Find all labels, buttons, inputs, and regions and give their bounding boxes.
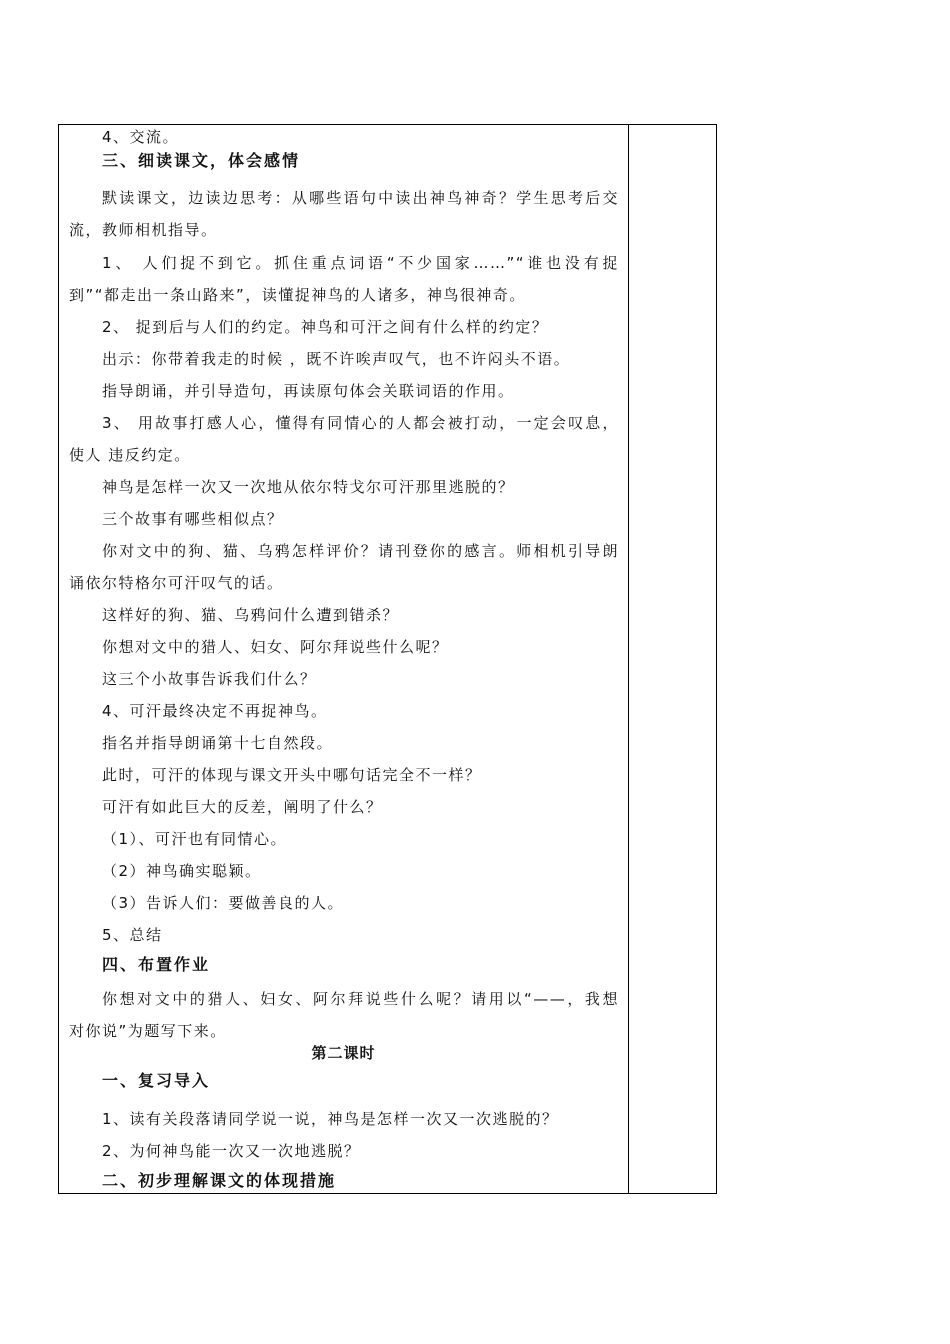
text-line: 可汗有如此巨大的反差，阐明了什么？ bbox=[102, 798, 383, 816]
lesson-plan-table bbox=[58, 124, 717, 1194]
text-line: 你对文中的狗、猫、乌鸦怎样评价？请刊登你的感言。师相机引导朗 bbox=[102, 542, 619, 560]
section-heading: 一、复习导入 bbox=[102, 1071, 211, 1090]
text-line: 5、总结 bbox=[102, 926, 163, 944]
text-line: （3）告诉人们：要做善良的人。 bbox=[102, 894, 345, 912]
text-line: 诵依尔特格尔可汗叹气的话。 bbox=[69, 574, 284, 592]
text-line: （1）、可汗也有同情心。 bbox=[102, 830, 288, 848]
text-line: 指导朗诵，并引导造句，再读原句体会关联词语的作用。 bbox=[102, 382, 515, 400]
text-line: 4、交流。 bbox=[102, 128, 180, 146]
column-divider bbox=[628, 125, 629, 1193]
text-line: 神鸟是怎样一次又一次地从依尔特戈尔可汗那里逃脱的？ bbox=[102, 478, 515, 496]
text-line: 这三个小故事告诉我们什么？ bbox=[102, 670, 317, 688]
text-line: 对你说”为题写下来。 bbox=[69, 1022, 227, 1040]
text-line: 你想对文中的猎人、妇女、阿尔拜说些什么呢？请用以“——，我想 bbox=[102, 990, 619, 1008]
text-line: 三个故事有哪些相似点？ bbox=[102, 510, 284, 528]
text-line: 你想对文中的猎人、妇女、阿尔拜说些什么呢？ bbox=[102, 638, 449, 656]
text-line: 默读课文，边读边思考：从哪些语句中读出神鸟神奇？学生思考后交 bbox=[102, 189, 619, 207]
text-line: 使人 违反约定。 bbox=[69, 446, 191, 464]
section-heading: 四、布置作业 bbox=[102, 955, 211, 974]
lesson-content-cell bbox=[59, 125, 628, 1193]
section-heading: 二、初步理解课文的体现措施 bbox=[102, 1171, 337, 1190]
text-line: 2、为何神鸟能一次又一次地逃脱？ bbox=[102, 1142, 361, 1160]
lesson-period-title: 第二课时 bbox=[311, 1044, 376, 1062]
text-line: 到”“都走出一条山路来”，读懂捉神鸟的人诸多，神鸟很神奇。 bbox=[69, 286, 526, 304]
text-line: 1、 人们捉不到它。抓住重点词语“不少国家……”“谁也没有捉 bbox=[102, 254, 619, 272]
text-line: 出示：你带着我走的时候 ，既不许唉声叹气，也不许闷头不语。 bbox=[102, 350, 571, 368]
text-line: 流，教师相机指导。 bbox=[69, 221, 218, 239]
text-line: （2）神鸟确实聪颖。 bbox=[102, 862, 262, 880]
text-line: 这样好的狗、猫、乌鸦问什么遭到错杀？ bbox=[102, 606, 400, 624]
text-line: 3、 用故事打感人心，懂得有同情心的人都会被打动，一定会叹息， bbox=[102, 414, 619, 432]
section-heading: 三、细读课文，体会感情 bbox=[102, 151, 301, 170]
text-line: 指名并指导朗诵第十七自然段。 bbox=[102, 734, 334, 752]
text-line: 2、 捉到后与人们的约定。神鸟和可汗之间有什么样的约定？ bbox=[102, 318, 549, 336]
text-line: 1、读有关段落请同学说一说，神鸟是怎样一次又一次逃脱的？ bbox=[102, 1110, 559, 1128]
text-line: 4、可汗最终决定不再捉神鸟。 bbox=[102, 702, 328, 720]
text-line: 此时，可汗的体现与课文开头中哪句话完全不一样？ bbox=[102, 766, 482, 784]
